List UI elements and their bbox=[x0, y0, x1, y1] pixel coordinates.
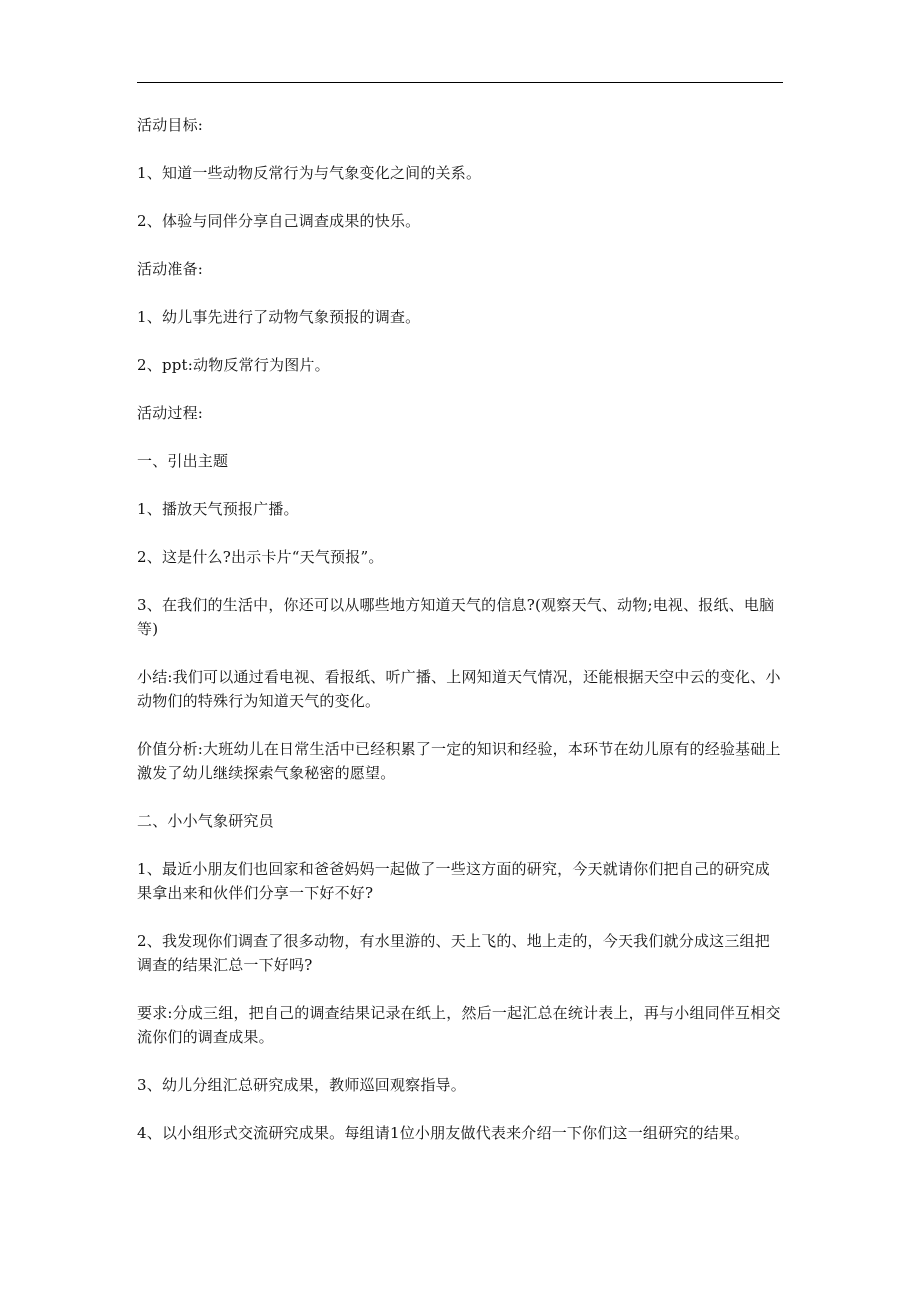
document-body bbox=[137, 113, 785, 1145]
paragraph-section-1-step-1: 1、播放天气预报广播。 bbox=[137, 500, 299, 518]
paragraph-requirements: 要求:分成三组，把自己的调查结果记录在纸上，然后一起汇总在统计表上，再与小组同伴互相交流你们的调查成果。 bbox=[137, 1004, 781, 1046]
paragraph-section-2-step-1: 1、最近小朋友们也回家和爸爸妈妈一起做了一些这方面的研究，今天就请你们把自己的研究成果拿出来和伙伴们分享一下好不好? bbox=[137, 860, 770, 902]
paragraph-process-heading: 活动过程: bbox=[137, 404, 204, 422]
paragraph-section-1-step-3: 3、在我们的生活中，你还可以从哪些地方知道天气的信息?(观察天气、动物;电视、报纸、电脑等) bbox=[137, 596, 775, 638]
paragraph-summary: 小结:我们可以通过看电视、看报纸、听广播、上网知道天气情况，还能根据天空中云的变化、小动物们的特殊行为知道天气的变化。 bbox=[137, 668, 781, 710]
paragraph-section-2-step-2: 2、我发现你们调查了很多动物，有水里游的、天上飞的、地上走的，今天我们就分成这三组把调查的结果汇总一下好吗? bbox=[137, 932, 770, 974]
paragraph-section-2-heading: 二、小小气象研究员 bbox=[137, 812, 274, 830]
paragraph-preparation-1: 1、幼儿事先进行了动物气象预报的调查。 bbox=[137, 308, 421, 326]
paragraph-value-analysis: 价值分析:大班幼儿在日常生活中已经积累了一定的知识和经验，本环节在幼儿原有的经验基础上激发了幼儿继续探索气象秘密的愿望。 bbox=[137, 740, 781, 782]
paragraph-section-2-step-3: 3、幼儿分组汇总研究成果，教师巡回观察指导。 bbox=[137, 1076, 466, 1094]
paragraph-section-2-step-4: 4、以小组形式交流研究成果。每组请1位小朋友做代表来介绍一下你们这一组研究的结果。 bbox=[137, 1124, 750, 1142]
paragraph-preparation-2: 2、ppt:动物反常行为图片。 bbox=[137, 356, 330, 374]
paragraph-goal-1: 1、知道一些动物反常行为与气象变化之间的关系。 bbox=[137, 164, 482, 182]
header-rule bbox=[137, 82, 783, 83]
paragraph-section-1-step-2: 2、这是什么?出示卡片“天气预报”。 bbox=[137, 548, 384, 566]
paragraph-section-1-heading: 一、引出主题 bbox=[137, 452, 229, 470]
paragraph-goal-2: 2、体验与同伴分享自己调查成果的快乐。 bbox=[137, 212, 421, 230]
paragraph-goals-heading: 活动目标: bbox=[137, 116, 204, 134]
paragraph-preparation-heading: 活动准备: bbox=[137, 260, 204, 278]
